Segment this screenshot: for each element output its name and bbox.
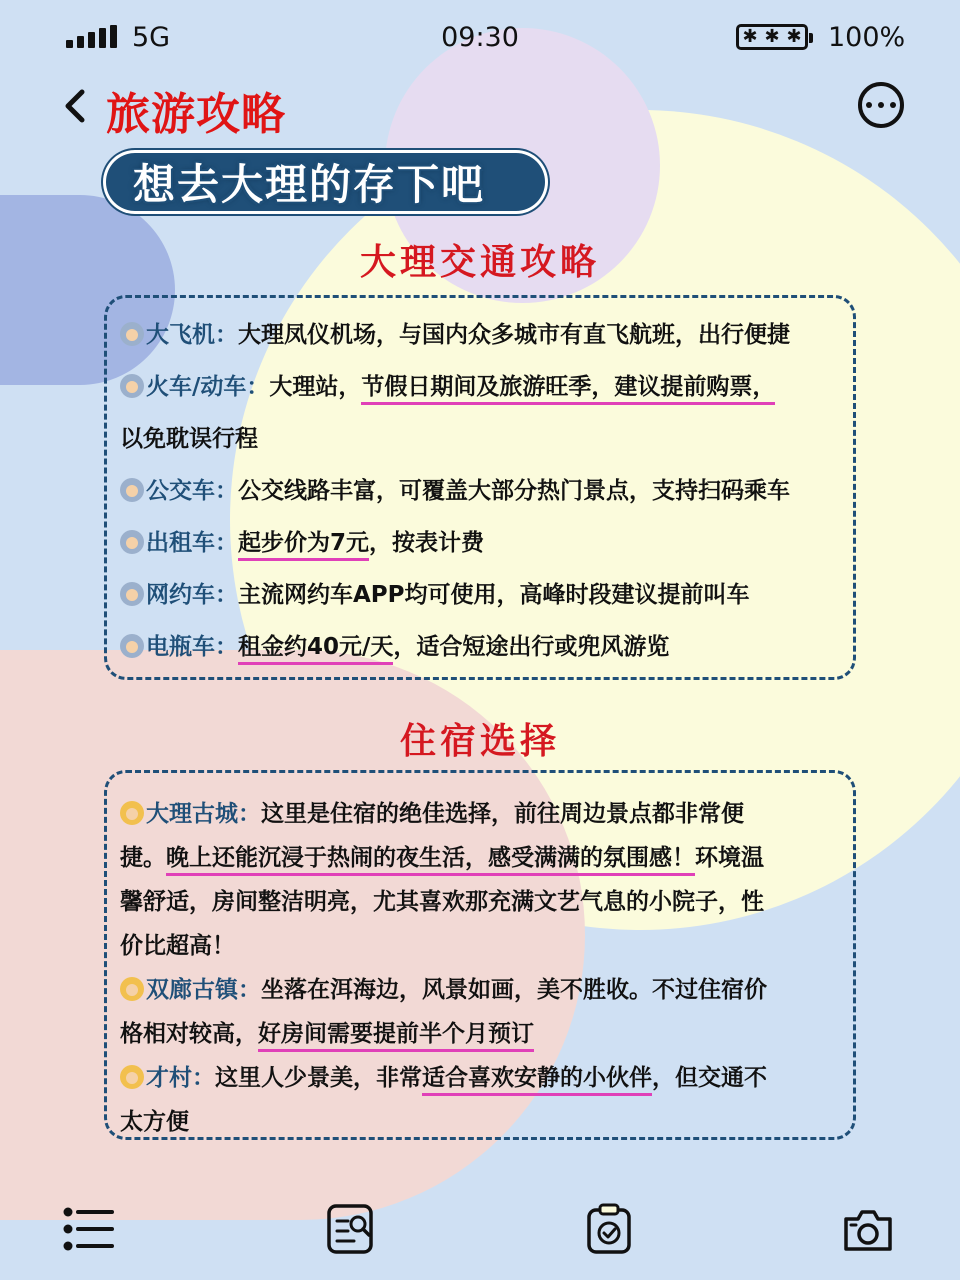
lodging-line: 格相对较高，好房间需要提前半个月预订 [120,1015,534,1048]
list-menu-icon[interactable] [62,1203,114,1255]
transport-line-ridehail: 网约车：主流网约车APP均可使用，高峰时段建议提前叫车 [120,576,750,609]
lodging-line: 捷。晚上还能沉浸于热闹的夜生活，感受满满的氛围感！环境温 [120,839,764,872]
lodging-section-title: 住宿选择 [399,721,560,762]
person-emoji-icon [120,1065,144,1089]
status-bar [0,18,960,62]
lodging-line: 馨舒适，房间整洁明亮，尤其喜欢那充满文艺气息的小院子，性 [120,889,764,915]
person-emoji-icon [120,374,144,398]
person-emoji-icon [120,322,144,346]
lodging-line: 双廊古镇：坐落在洱海边，风景如画，美不胜收。不过住宿价 [120,971,767,1004]
transport-section-title: 大理交通攻略 [359,242,600,283]
lodging-line: 大理古城：这里是住宿的绝佳选择，前往周边景点都非常便 [120,795,744,828]
battery-percent: 100% [828,22,906,53]
banner-text: 想去大理的存下吧 [133,160,486,209]
lodging-line: 才村：这里人少景美，非常适合喜欢安静的小伙伴，但交通不 [120,1059,767,1092]
person-emoji-icon [120,478,144,502]
transport-line-train-cont: 以免耽误行程 [120,426,258,452]
person-emoji-icon [120,530,144,554]
page-title: 旅游攻略 [106,89,286,140]
search-document-icon[interactable] [326,1203,378,1255]
transport-line-ebike: 电瓶车：租金约40元/天，适合短途出行或兜风游览 [120,628,669,661]
network-type: 5G [132,22,171,53]
person-emoji-icon [120,582,144,606]
banner-pill [103,150,548,214]
transport-line-plane: 大飞机：大理凤仪机场，与国内众多城市有直飞航班，出行便捷 [120,316,790,349]
transport-line-train: 火车/动车：大理站，节假日期间及旅游旺季，建议提前购票， [120,368,775,401]
more-options-icon[interactable] [858,82,904,128]
person-emoji-icon [120,634,144,658]
person-emoji-icon [120,977,144,1001]
battery-icon: ✱ ✱ ✱ [736,24,808,50]
lodging-line: 价比超高！ [120,933,235,959]
transport-line-bus: 公交车：公交线路丰富，可覆盖大部分热门景点，支持扫码乘车 [120,472,790,505]
lodging-line: 太方便 [120,1109,189,1135]
person-emoji-icon [120,801,144,825]
camera-icon[interactable] [842,1203,894,1255]
status-time: 09:30 [441,22,519,53]
back-arrow-icon[interactable] [58,88,94,124]
clipboard-check-icon[interactable] [584,1203,636,1255]
transport-line-taxi: 出租车：起步价为7元，按表计费 [120,524,484,557]
